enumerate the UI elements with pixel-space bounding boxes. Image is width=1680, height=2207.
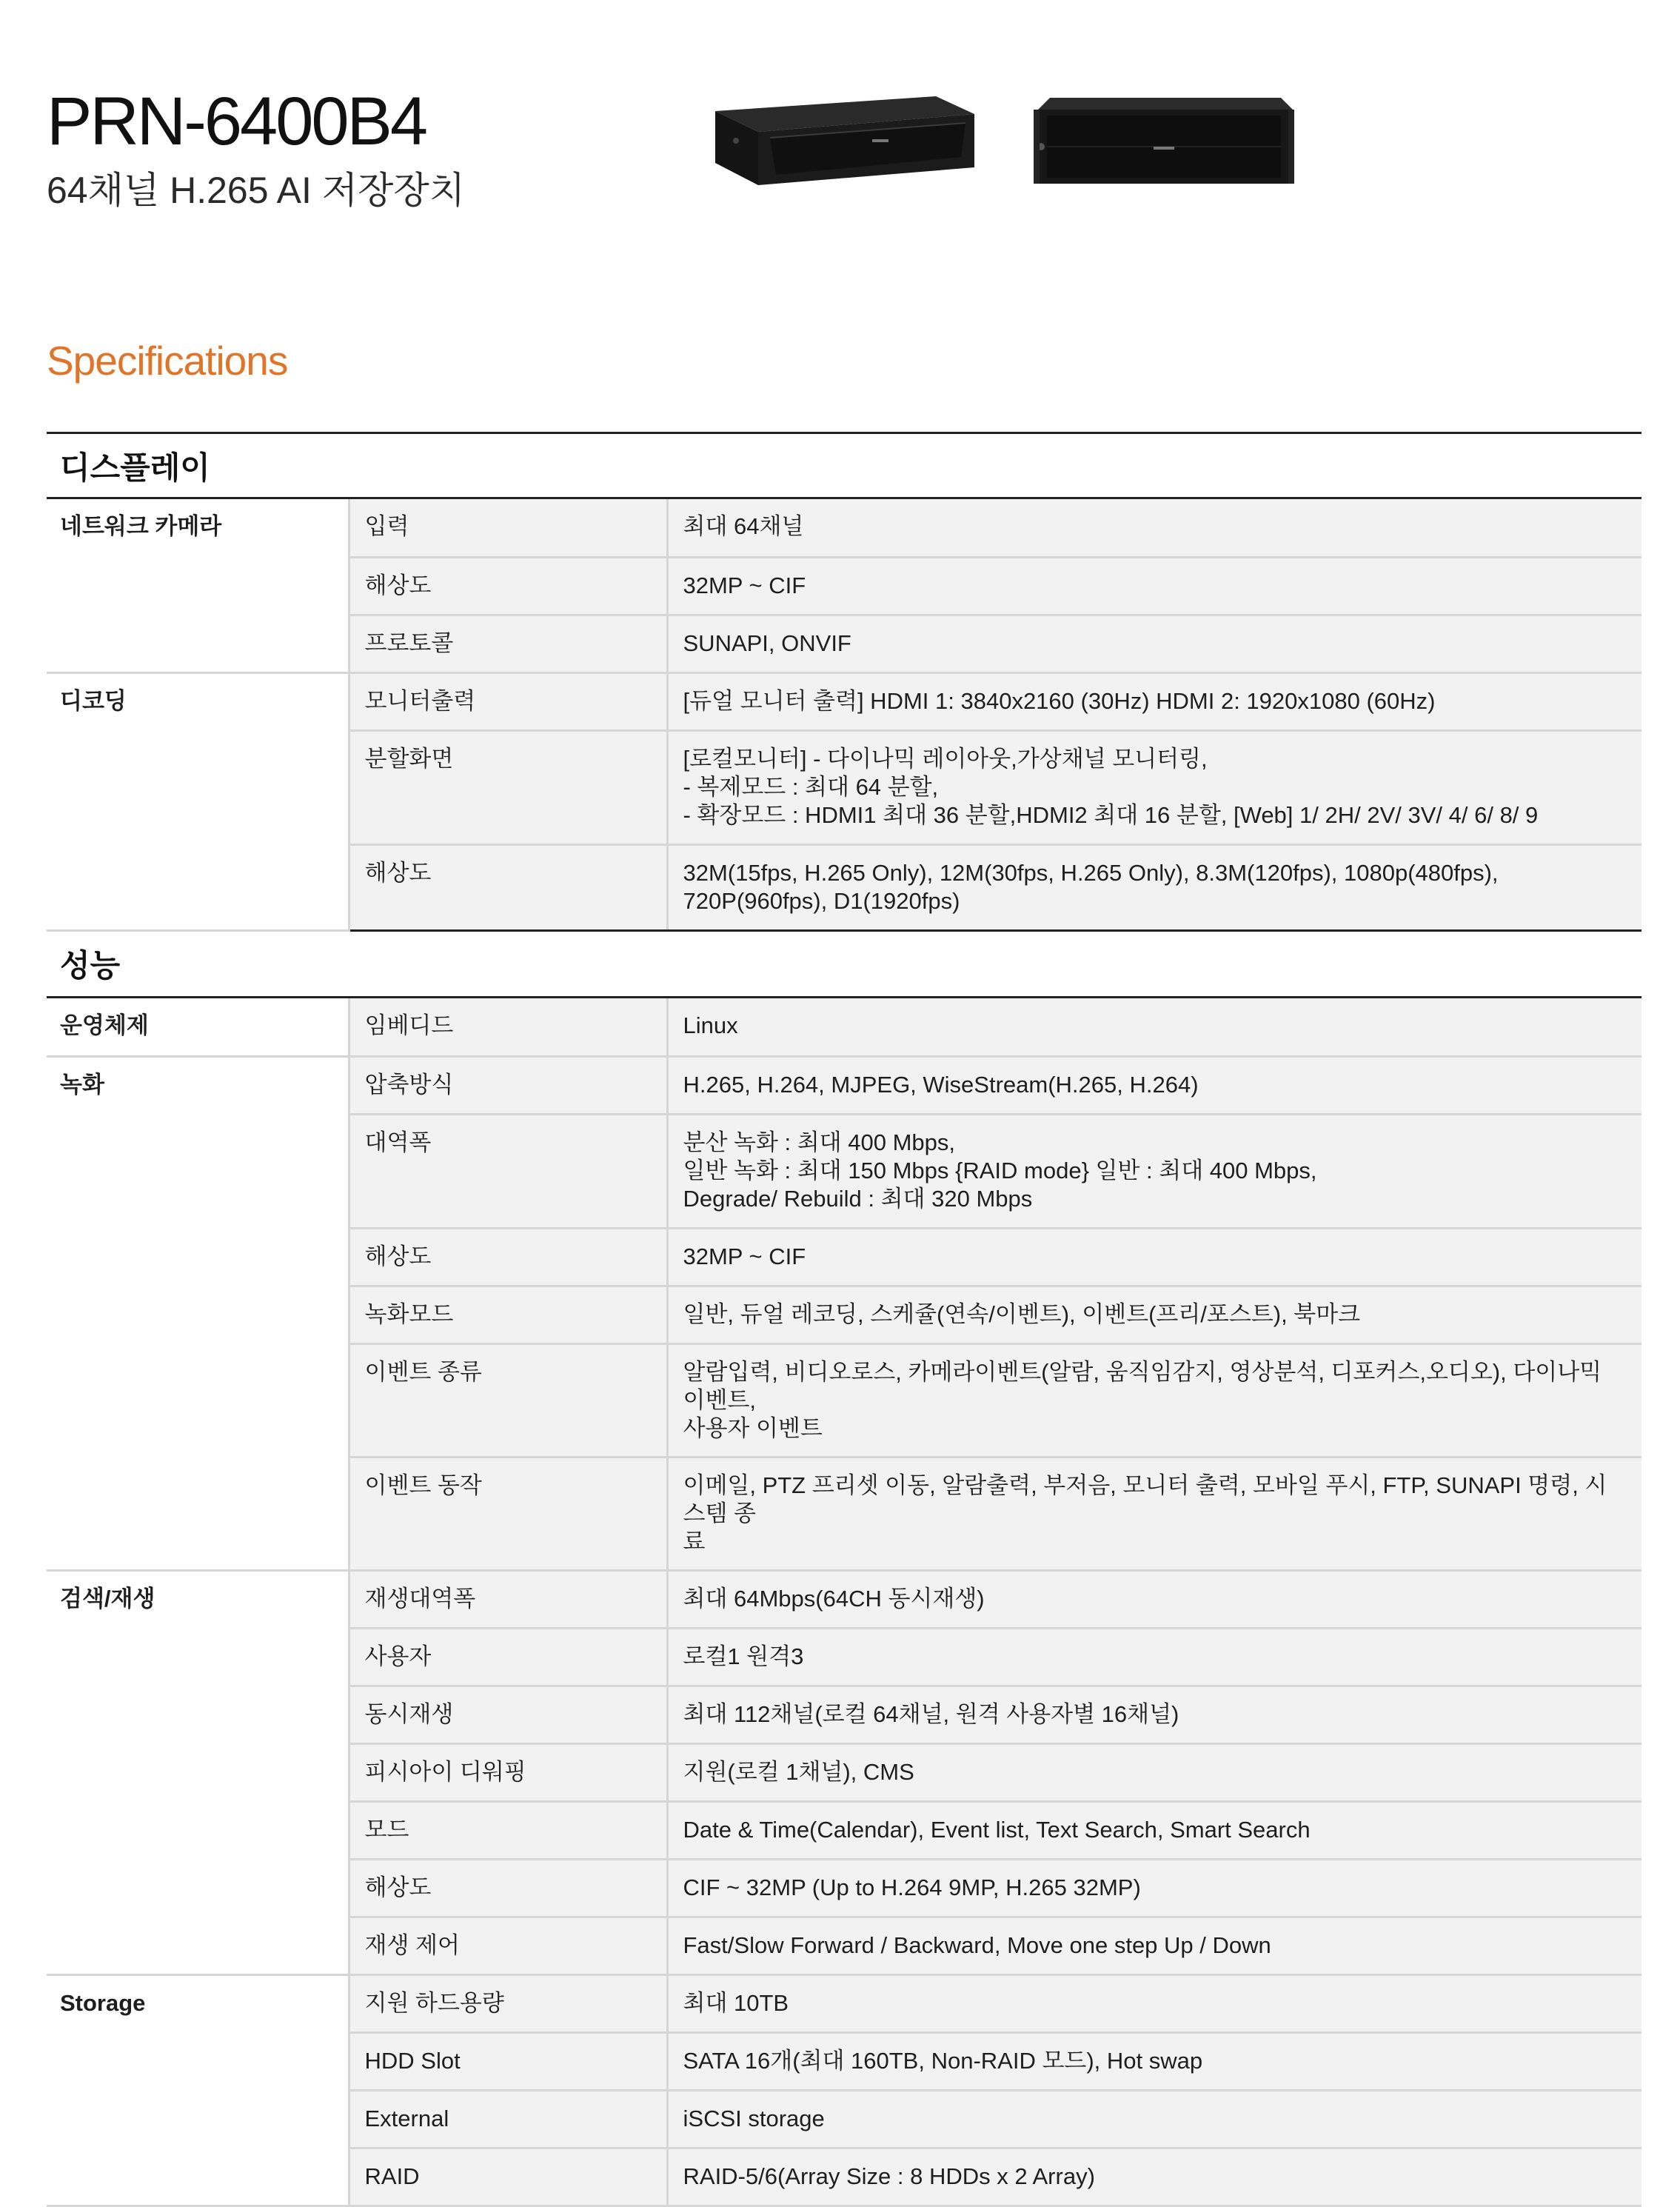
value-cell: 32MP ~ CIF bbox=[667, 1228, 1641, 1286]
value-cell: 32M(15fps, H.265 Only), 12M(30fps, H.265 Only), 8.3M(120fps), 1080p(480fps), 720P(960fps), D1(1920fps) bbox=[667, 844, 1641, 930]
value-cell: Fast/Slow Forward / Backward, Move one step Up / Down bbox=[667, 1917, 1641, 1974]
item-cell: 이벤트 동작 bbox=[349, 1457, 667, 1570]
table-row bbox=[47, 1974, 1641, 2032]
table-row bbox=[47, 499, 1641, 557]
value-cell: 지원(로컬 1채널), CMS bbox=[667, 1743, 1641, 1801]
value-cell: 최대 10TB bbox=[667, 1974, 1641, 2032]
item-cell: 대역폭 bbox=[349, 1114, 667, 1228]
value-cell: 일반, 듀얼 레코딩, 스케쥴(연속/이벤트), 이벤트(프리/포스트), 북마크 bbox=[667, 1286, 1641, 1343]
performance-section bbox=[47, 931, 1641, 2207]
value-cell: [듀얼 모니터 출력] HDMI 1: 3840x2160 (30Hz) HDMI 2: 1920x1080 (60Hz) bbox=[667, 672, 1641, 730]
value-cell: 32MP ~ CIF bbox=[667, 557, 1641, 615]
value-cell: RAID-5/6(Array Size : 8 HDDs x 2 Array) bbox=[667, 2148, 1641, 2206]
item-cell: 모드 bbox=[349, 1801, 667, 1859]
value-cell: 이메일, PTZ 프리셋 이동, 알람출력, 부저음, 모니터 출력, 모바일 푸시, FTP, SUNAPI 명령, 시스템 종 료 bbox=[667, 1457, 1641, 1570]
item-cell: 재생대역폭 bbox=[349, 1570, 667, 1628]
value-cell: [로컬모니터] - 다이나믹 레이아웃,가상채널 모니터링, - 복제모드 : 최대 64 분할, - 확장모드 : HDMI1 최대 36 분할,HDMI2 최대 16 분할, [Web] 1/ 2H/ 2V/ 3V/ 4/ 6/ 8/ 9 bbox=[667, 730, 1641, 844]
table-row bbox=[47, 998, 1641, 1056]
item-cell: 지원 하드용량 bbox=[349, 1974, 667, 2032]
specifications-heading: Specifications bbox=[47, 338, 288, 384]
item-cell: 프로토콜 bbox=[349, 615, 667, 672]
product-subtitle: 64채널 H.265 AI 저장장치 bbox=[47, 170, 465, 211]
item-cell: 이벤트 종류 bbox=[349, 1343, 667, 1457]
category-cell: 네트워크 카메라 bbox=[47, 499, 349, 672]
item-cell: 해상도 bbox=[349, 557, 667, 615]
item-cell: HDD Slot bbox=[349, 2032, 667, 2090]
category-cell: 디코딩 bbox=[47, 672, 349, 930]
item-cell: 녹화모드 bbox=[349, 1286, 667, 1343]
performance-spec-table bbox=[47, 998, 1641, 2207]
value-cell: 최대 64채널 bbox=[667, 499, 1641, 557]
value-cell: 최대 112채널(로컬 64채널, 원격 사용자별 16채널) bbox=[667, 1686, 1641, 1743]
table-row bbox=[47, 1056, 1641, 1114]
item-cell: 재생 제어 bbox=[349, 1917, 667, 1974]
item-cell: 압축방식 bbox=[349, 1056, 667, 1114]
category-cell: Storage bbox=[47, 1974, 349, 2206]
item-cell: 입력 bbox=[349, 499, 667, 557]
display-section bbox=[47, 432, 1641, 932]
section-title-performance: 성능 bbox=[47, 931, 1641, 998]
item-cell: 해상도 bbox=[349, 1859, 667, 1917]
value-cell: SATA 16개(최대 160TB, Non-RAID 모드), Hot swap bbox=[667, 2032, 1641, 2090]
item-cell: 피시아이 디워핑 bbox=[349, 1743, 667, 1801]
value-cell: 분산 녹화 : 최대 400 Mbps, 일반 녹화 : 최대 150 Mbps {RAID mode} 일반 : 최대 400 Mbps, Degrade/ Rebuild : 최대 320 Mbps bbox=[667, 1114, 1641, 1228]
category-cell: 검색/재생 bbox=[47, 1570, 349, 1974]
rack-nvr-front-image bbox=[1031, 93, 1297, 187]
item-cell: 사용자 bbox=[349, 1628, 667, 1686]
product-model-title: PRN-6400B4 bbox=[47, 84, 426, 159]
section-title-display: 디스플레이 bbox=[47, 432, 1641, 499]
category-cell: 운영체제 bbox=[47, 998, 349, 1056]
value-cell: H.265, H.264, MJPEG, WiseStream(H.265, H.264) bbox=[667, 1056, 1641, 1114]
value-cell: 로컬1 원격3 bbox=[667, 1628, 1641, 1686]
rack-nvr-angled-image bbox=[709, 95, 976, 187]
display-spec-table bbox=[47, 499, 1641, 932]
item-cell: RAID bbox=[349, 2148, 667, 2206]
item-cell: 해상도 bbox=[349, 1228, 667, 1286]
item-cell: 해상도 bbox=[349, 844, 667, 930]
value-cell: Date & Time(Calendar), Event list, Text Search, Smart Search bbox=[667, 1801, 1641, 1859]
value-cell: iSCSI storage bbox=[667, 2090, 1641, 2148]
item-cell: 분할화면 bbox=[349, 730, 667, 844]
item-cell: 임베디드 bbox=[349, 998, 667, 1056]
table-row bbox=[47, 672, 1641, 730]
value-cell: CIF ~ 32MP (Up to H.264 9MP, H.265 32MP) bbox=[667, 1859, 1641, 1917]
table-row bbox=[47, 1570, 1641, 1628]
category-cell: 녹화 bbox=[47, 1056, 349, 1570]
item-cell: External bbox=[349, 2090, 667, 2148]
value-cell: Linux bbox=[667, 998, 1641, 1056]
value-cell: SUNAPI, ONVIF bbox=[667, 615, 1641, 672]
item-cell: 동시재생 bbox=[349, 1686, 667, 1743]
item-cell: 모니터출력 bbox=[349, 672, 667, 730]
value-cell: 최대 64Mbps(64CH 동시재생) bbox=[667, 1570, 1641, 1628]
value-cell: 알람입력, 비디오로스, 카메라이벤트(알람, 움직임감지, 영상분석, 디포커스,오디오), 다이나믹 이벤트, 사용자 이벤트 bbox=[667, 1343, 1641, 1457]
